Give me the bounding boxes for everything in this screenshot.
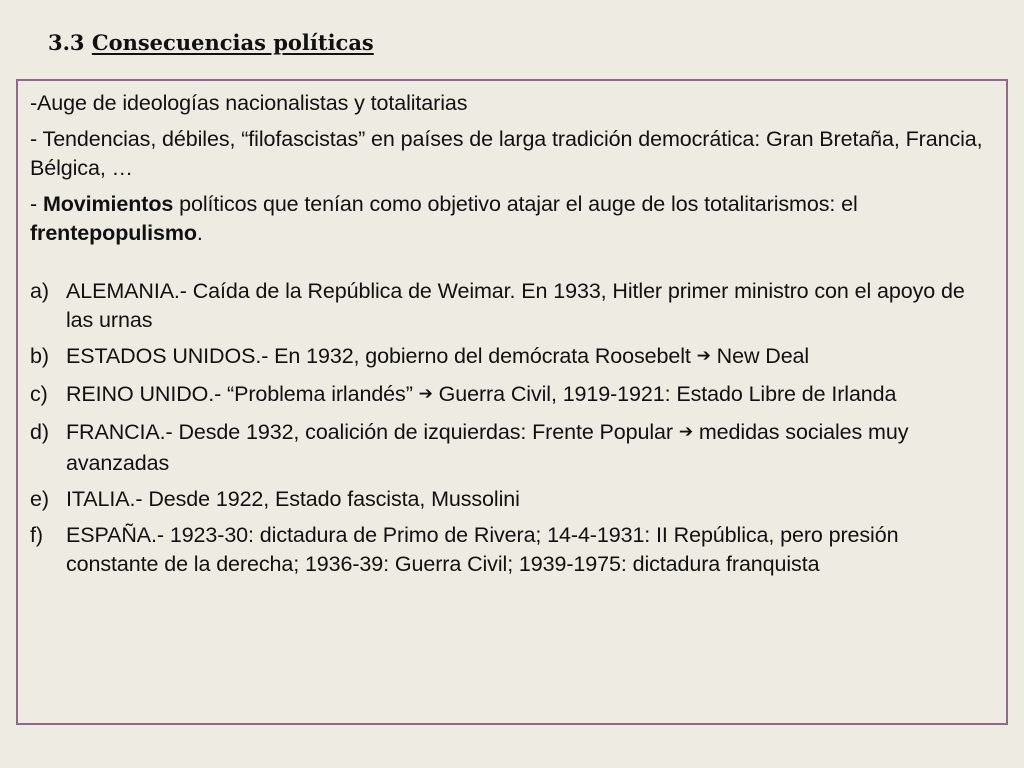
frentepopulismo-bold: frentepopulismo — [30, 221, 197, 245]
spacer — [30, 255, 1006, 277]
list-marker: e) — [30, 487, 49, 511]
intro-line-ideologies: -Auge de ideologías nacionalistas y totalitarias — [30, 91, 468, 115]
list-item-estados-unidos — [30, 342, 1006, 373]
movements-middle: políticos que tenían como objetivo atajar el auge de los totalitarismos: el — [173, 192, 858, 216]
list-item-reino-unido — [30, 380, 1006, 411]
list-item-text-before: FRANCIA.- Desde 1932, coalición de izquierdas: Frente Popular — [66, 420, 679, 444]
list-item-francia — [30, 418, 1006, 478]
list-marker: f) — [30, 523, 43, 547]
list-item-text: ITALIA.- Desde 1922, Estado fascista, Mussolini — [66, 487, 520, 511]
arrow-right-icon: ➔ — [696, 346, 711, 366]
list-item-espana — [30, 521, 1006, 579]
list-item-text — [66, 342, 1006, 373]
list-item-italia — [30, 485, 1006, 514]
list-marker: a) — [30, 279, 49, 303]
list-item-text-after: Guerra Civil, 1919-1921: Estado Libre de Irlanda — [432, 382, 897, 406]
slide-title — [48, 30, 374, 55]
list-marker: b) — [30, 344, 49, 368]
list-item-text — [66, 418, 1006, 478]
list-item-text: ALEMANIA.- Caída de la República de Weimar. En 1933, Hitler primer ministro con el apoyo de las urnas — [66, 279, 965, 332]
title-number: 3.3 — [48, 30, 85, 55]
intro-line-movements — [30, 190, 1006, 248]
list-item-alemania — [30, 277, 1006, 335]
movements-bold: Movimientos — [42, 192, 174, 216]
movements-suffix: . — [196, 221, 203, 245]
list-item-text-after: medidas sociales muy avanzadas — [66, 420, 909, 475]
title-text: Consecuencias políticas — [91, 30, 374, 55]
list-item-text: ESPAÑA.- 1923-30: dictadura de Primo de Rivera; 14-4-1931: II República, pero presión constante de la derecha; 1936-39: Guerra Civil; 1939-1975: dictadura franquista — [66, 523, 899, 576]
movements-prefix: - — [30, 192, 43, 216]
list-item-text-after: New Deal — [710, 344, 810, 368]
list-item-text-before: ESTADOS UNIDOS.- En 1932, gobierno del demócrata Roosebelt — [66, 344, 697, 368]
intro-line-tendencies: - Tendencias, débiles, “filofascistas” en países de larga tradición democrática: Gran Bretaña, Francia, Bélgica, … — [30, 127, 983, 180]
content-box — [16, 79, 1008, 725]
list-marker: c) — [30, 382, 48, 406]
arrow-right-icon: ➔ — [418, 384, 433, 404]
arrow-right-icon: ➔ — [678, 422, 693, 442]
list-marker: d) — [30, 420, 49, 444]
list-item-text — [66, 380, 1006, 411]
list-item-text-before: REINO UNIDO.- “Problema irlandés” — [66, 382, 419, 406]
